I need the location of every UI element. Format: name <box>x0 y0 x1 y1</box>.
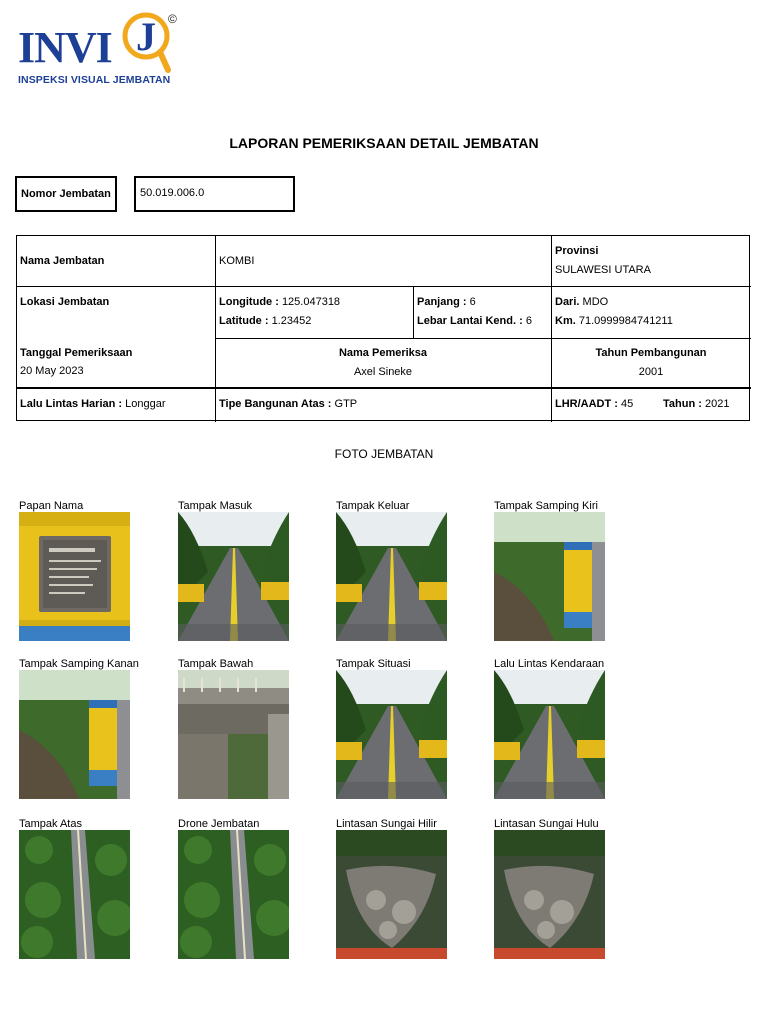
logo-tagline: INSPEKSI VISUAL JEMBATAN <box>18 74 171 86</box>
lebar-lantai-row <box>417 315 532 327</box>
nama-jembatan-value: KOMBI <box>219 255 255 267</box>
nomor-jembatan-label: Nomor Jembatan <box>15 176 117 212</box>
photo-drone-jembatan <box>178 830 289 959</box>
photo-tampak-bawah <box>178 670 289 799</box>
longitude-value: 125.047318 <box>281 296 341 308</box>
lalu-lintas-harian-row <box>20 398 166 410</box>
lhr-aadt-row <box>555 398 633 410</box>
longitude-label: Longitude : <box>219 296 279 308</box>
photo-label-lintasan-sungai-hulu: Lintasan Sungai Hulu <box>494 818 599 830</box>
tanggal-pemeriksaan-label: Tanggal Pemeriksaan <box>20 347 133 359</box>
photo-label-tampak-situasi: Tampak Situasi <box>336 658 411 670</box>
tipe-bangunan-value: GTP <box>334 398 358 410</box>
panjang-value: 6 <box>469 296 476 308</box>
lokasi-jembatan-label: Lokasi Jembatan <box>20 296 110 308</box>
photo-tampak-situasi <box>336 670 447 799</box>
photo-label-drone-jembatan: Drone Jembatan <box>178 818 260 830</box>
km-row <box>555 315 673 327</box>
photo-label-tampak-bawah: Tampak Bawah <box>178 658 254 670</box>
provinsi-label: Provinsi <box>555 245 599 257</box>
tahun-row <box>663 398 729 410</box>
photo-tampak-samping-kiri <box>494 512 605 641</box>
latitude-row <box>219 315 311 327</box>
photo-lalu-lintas-kendaraan <box>494 670 605 799</box>
photo-papan-nama <box>19 512 130 641</box>
km-label: Km. <box>555 315 576 327</box>
tanggal-pemeriksaan-value: 20 May 2023 <box>20 365 84 377</box>
photo-label-tampak-keluar: Tampak Keluar <box>336 500 410 512</box>
tipe-bangunan-label: Tipe Bangunan Atas : <box>219 398 332 410</box>
lebar-lantai-label: Lebar Lantai Kend. : <box>417 315 523 327</box>
longitude-row <box>219 296 340 308</box>
dari-value: MDO <box>582 296 609 308</box>
logo-j-letter: J <box>136 14 156 59</box>
photo-tampak-masuk <box>178 512 289 641</box>
invij-logo <box>16 10 186 90</box>
tipe-bangunan-row <box>219 398 357 410</box>
panjang-row <box>417 296 476 308</box>
latitude-value: 1.23452 <box>271 315 312 327</box>
dari-label: Dari. <box>555 296 580 308</box>
km-value: 71.0999984741211 <box>578 315 673 327</box>
photo-tampak-keluar <box>336 512 447 641</box>
tahun-pembangunan-label: Tahun Pembangunan <box>595 347 707 359</box>
dari-row <box>555 296 608 308</box>
tahun-value: 2021 <box>704 398 730 410</box>
nama-pemeriksa-label: Nama Pemeriksa <box>338 347 428 359</box>
report-title: LAPORAN PEMERIKSAAN DETAIL JEMBATAN <box>229 135 539 151</box>
latitude-label: Latitude : <box>219 315 269 327</box>
logo-j-magnifier-icon <box>120 10 172 74</box>
nomor-jembatan-value: 50.019.006.0 <box>134 176 295 212</box>
lebar-lantai-value: 6 <box>525 315 532 327</box>
nama-pemeriksa-value: Axel Sineke <box>353 366 413 378</box>
photo-label-tampak-samping-kiri: Tampak Samping Kiri <box>494 500 598 512</box>
tahun-pembangunan-value: 2001 <box>638 366 664 378</box>
photo-label-tampak-atas: Tampak Atas <box>19 818 82 830</box>
photo-tampak-samping-kanan <box>19 670 130 799</box>
provinsi-value: SULAWESI UTARA <box>555 264 651 276</box>
bridge-info-table <box>16 235 750 421</box>
tahun-label: Tahun : <box>663 398 702 410</box>
photo-label-lintasan-sungai-hilir: Lintasan Sungai Hilir <box>336 818 437 830</box>
nama-jembatan-label: Nama Jembatan <box>20 255 105 267</box>
photo-label-lalu-lintas-kendaraan: Lalu Lintas Kendaraan <box>494 658 605 670</box>
panjang-label: Panjang : <box>417 296 467 308</box>
foto-jembatan-title: FOTO JEMBATAN <box>334 447 434 461</box>
lhr-aadt-value: 45 <box>621 398 634 410</box>
lhr-aadt-label: LHR/AADT : <box>555 398 618 410</box>
photo-lintasan-sungai-hulu <box>494 830 605 959</box>
photo-label-papan-nama: Papan Nama <box>19 500 84 512</box>
lalu-lintas-harian-label: Lalu Lintas Harian : <box>20 398 123 410</box>
lalu-lintas-harian-value: Longgar <box>125 398 166 410</box>
photo-tampak-atas <box>19 830 130 959</box>
logo-wordmark: INVI <box>18 23 112 72</box>
photo-label-tampak-masuk: Tampak Masuk <box>178 500 252 512</box>
photo-lintasan-sungai-hilir <box>336 830 447 959</box>
logo-copyright: © <box>168 12 177 26</box>
photo-label-tampak-samping-kanan: Tampak Samping Kanan <box>19 658 139 670</box>
